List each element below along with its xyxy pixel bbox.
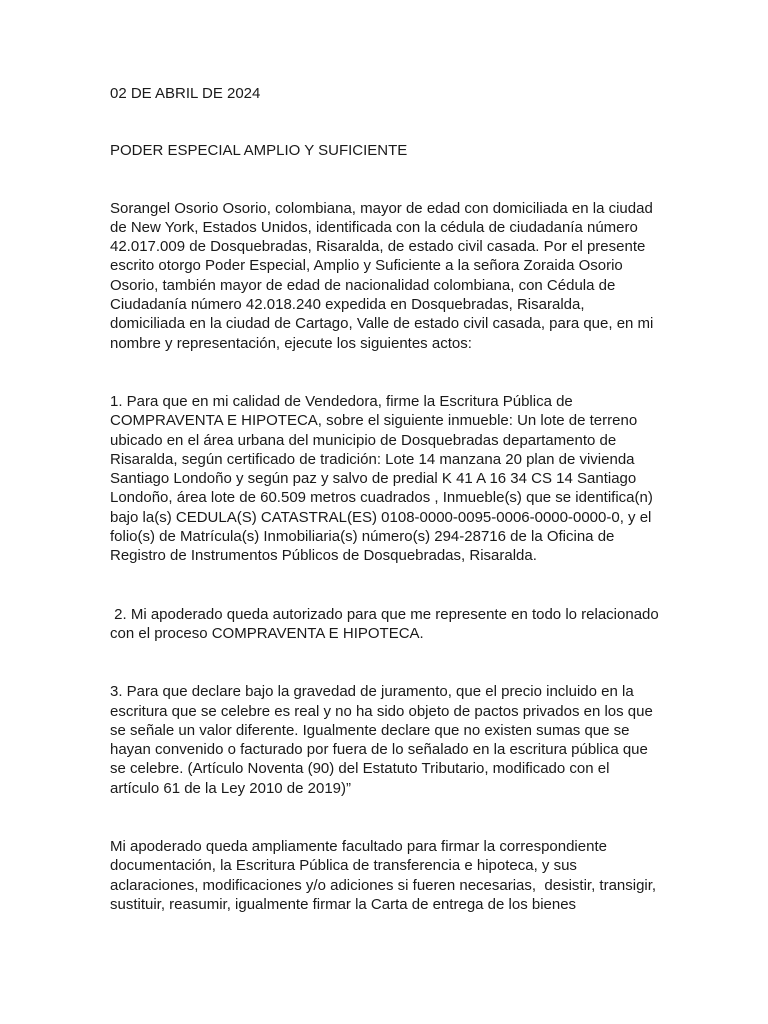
- clause-2-paragraph: 2. Mi apoderado queda autorizado para que me represente en todo lo relacionado con el proceso COMPRAVENTA E HIPOTECA.: [110, 605, 663, 642]
- clause-1-paragraph: 1. Para que en mi calidad de Vendedora, firme la Escritura Pública de COMPRAVENTA E HIPOTECA, sobre el siguiente inmueble: Un lote de terreno ubicado en el área urbana del municipio de Dosquebradas departamento de Risaralda, según certificado de tradición: Lote 14 manzana 20 plan de vivienda Santiago Londoño y según paz y salvo de predial K 41 A 16 34 CS 14 Santiago Londoño, área lote de 60.509 metros cuadrados , Inmueble(s) que se identifica(n) bajo la(s) CEDULA(S) CATASTRAL(ES) 0108-0000-0095-0006-0000-0000-0, y el folio(s) de Matrícula(s) Inmobiliaria(s) número(s) 294-28716 de la Oficina de Registro de Instrumentos Públicos de Dosquebradas, Risaralda.: [110, 392, 658, 565]
- document-date: 02 DE ABRIL DE 2024: [110, 85, 261, 102]
- closing-paragraph: Mi apoderado queda ampliamente facultado para firmar la correspondiente documentación, la Escritura Pública de transferencia e hipoteca, y sus aclaraciones, modificaciones y/o adiciones si fueren necesarias, desistir, transigir, sustituir, reasumir, igualmente firmar la Carta de entrega de los bienes: [110, 838, 661, 913]
- document-page: [110, 84, 662, 914]
- clause-3-paragraph: 3. Para que declare bajo la gravedad de juramento, que el precio incluido en la escritura que se celebre es real y no ha sido objeto de pactos privados en los que se señale un valor diferente. Igualmente declare que no existen sumas que se hayan convenido o facturado por fuera de lo señalado en la escritura pública que se celebre. (Artículo Noventa (90) del Estatuto Tributario, modificado con el artículo 61 de la Ley 2010 de 2019)”: [110, 683, 658, 797]
- intro-paragraph: Sorangel Osorio Osorio, colombiana, mayor de edad con domiciliada en la ciudad de New York, Estados Unidos, identificada con la cédula de ciudadanía número 42.017.009 de Dosquebradas, Risaralda, de estado civil casada. Por el presente escrito otorgo Poder Especial, Amplio y Suficiente a la señora Zoraida Osorio Osorio, también mayor de edad de nacionalidad colombiana, con Cédula de Ciudadanía número 42.018.240 expedida en Dosquebradas, Risaralda, domiciliada en la ciudad de Cartago, Valle de estado civil casada, para que, en mi nombre y representación, ejecute los siguientes actos:: [110, 199, 658, 352]
- document-title: PODER ESPECIAL AMPLIO Y SUFICIENTE: [110, 142, 408, 160]
